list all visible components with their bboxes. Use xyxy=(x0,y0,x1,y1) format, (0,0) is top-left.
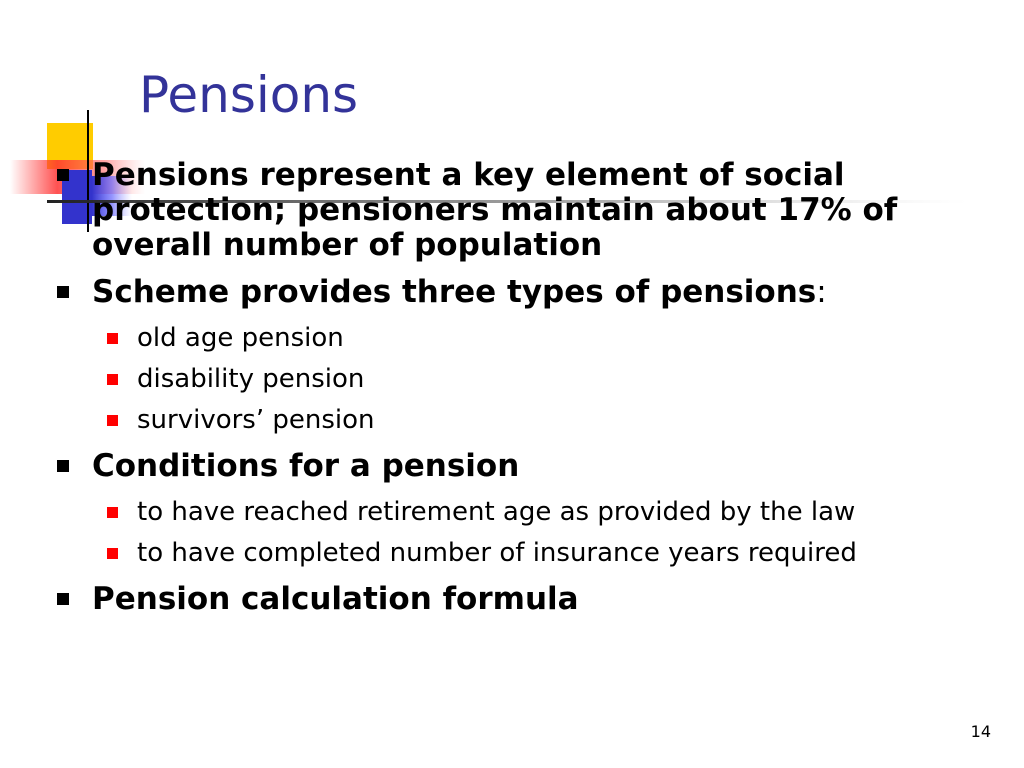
bullet-text-tail: : xyxy=(816,274,827,310)
sub-bullet-item xyxy=(0,363,937,395)
slide-title: Pensions xyxy=(139,66,359,124)
bullet-text: Scheme provides three types of pensions xyxy=(92,274,817,310)
red-square-bullet-icon xyxy=(107,507,118,518)
square-bullet-icon xyxy=(57,460,69,472)
bullet-item xyxy=(0,582,962,617)
red-square-bullet-icon xyxy=(107,415,118,426)
red-square-bullet-icon xyxy=(107,374,118,385)
bullet-item xyxy=(0,449,962,484)
red-square-bullet-icon xyxy=(107,548,118,559)
bullet-list xyxy=(0,158,1024,629)
sub-bullet-item xyxy=(0,404,937,436)
sub-bullet-item xyxy=(0,537,937,569)
square-bullet-icon xyxy=(57,169,69,181)
bullet-text: Pension calculation formula xyxy=(92,581,579,617)
sub-bullet-text: old age pension xyxy=(137,323,344,353)
sub-bullet-text: survivors’ pension xyxy=(137,405,375,435)
square-bullet-icon xyxy=(57,286,69,298)
bullet-text: Conditions for a pension xyxy=(92,448,520,484)
bullet-item xyxy=(0,275,962,310)
square-bullet-icon xyxy=(57,593,69,605)
bullet-item xyxy=(0,158,962,263)
sub-bullet-text: to have reached retirement age as provided by the law xyxy=(137,497,856,527)
sub-bullet-item xyxy=(0,496,937,528)
red-square-bullet-icon xyxy=(107,333,118,344)
sub-bullet-text: to have completed number of insurance years required xyxy=(137,538,857,568)
slide-number: 14 xyxy=(970,722,991,741)
sub-bullet-item xyxy=(0,322,937,354)
sub-bullet-text: disability pension xyxy=(137,364,365,394)
bullet-text: Pensions represent a key element of social protection; pensioners maintain about 17% of overall number of population xyxy=(92,157,898,263)
